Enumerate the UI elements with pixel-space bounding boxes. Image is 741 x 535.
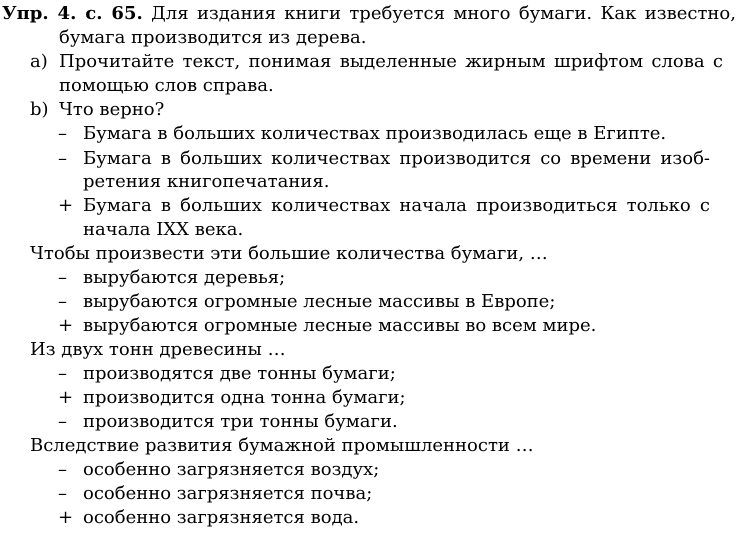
question-3-option-mark: –	[58, 411, 67, 432]
question-4-option-text: особенно загрязняется вода.	[83, 507, 360, 528]
exercise-header	[2, 2, 736, 26]
task-a-marker: a)	[30, 51, 48, 72]
task-b-option-text: Бумага в больших количествах производилась еще в Египте.	[83, 123, 667, 144]
question-4-option-text: особенно загрязняется воздух;	[83, 459, 380, 480]
question-3-option-text: производится одна тонна бумаги;	[83, 387, 406, 408]
task-b-option-mark: –	[58, 123, 67, 144]
task-b-question: Что верно?	[59, 99, 165, 120]
task-a-line1: Прочитайте текст, понимая выделенные жирным шрифтом слова с	[59, 51, 723, 72]
question-3-option-mark: +	[58, 387, 74, 408]
task-b-marker: b)	[30, 99, 49, 120]
question-2-option-text: вырубаются огромные лесные массивы в Европе;	[83, 291, 556, 312]
task-b-option-mark: +	[58, 195, 74, 216]
question-3-option-text: производится три тонны бумаги.	[83, 411, 398, 432]
question-3-option-text: производятся две тонны бумаги;	[83, 363, 396, 384]
question-4-option-mark: +	[58, 507, 74, 528]
question-2-option-text: вырубаются деревья;	[83, 267, 286, 288]
exercise-intro-line1: Для издания книги требуется много бумаги. Как известно,	[151, 3, 736, 24]
question-2-text: Чтобы произвести эти большие количества бумаги, …	[30, 243, 548, 264]
task-b-option-text-cont: ретения книгопечатания.	[83, 171, 330, 192]
question-4-option-text: особенно загрязняется почва;	[83, 483, 373, 504]
question-2-option-mark: –	[58, 291, 67, 312]
task-b-option-mark: –	[58, 148, 67, 169]
question-4-option-mark: –	[58, 483, 67, 504]
question-3-option-mark: –	[58, 363, 67, 384]
question-2-option-mark: +	[58, 315, 74, 336]
task-a-line2: помощью слов справа.	[59, 75, 274, 96]
task-b-option-text-cont: начала IXX века.	[83, 219, 244, 240]
question-2-option-text: вырубаются огромные лесные массивы во всем мире.	[83, 315, 597, 336]
question-2-option-mark: –	[58, 267, 67, 288]
task-b-option-text: Бумага в больших количествах производится со времени изоб-	[83, 148, 710, 169]
exercise-label: Упр. 4. с. 65.	[2, 3, 143, 24]
exercise-intro-line2: бумага производится из дерева.	[59, 27, 367, 48]
task-b-option-text: Бумага в больших количествах начала производиться только с	[83, 195, 710, 216]
question-4-text: Вследствие развития бумажной промышленности …	[30, 435, 534, 456]
question-4-option-mark: –	[58, 459, 67, 480]
question-3-text: Из двух тонн древесины …	[30, 339, 286, 360]
